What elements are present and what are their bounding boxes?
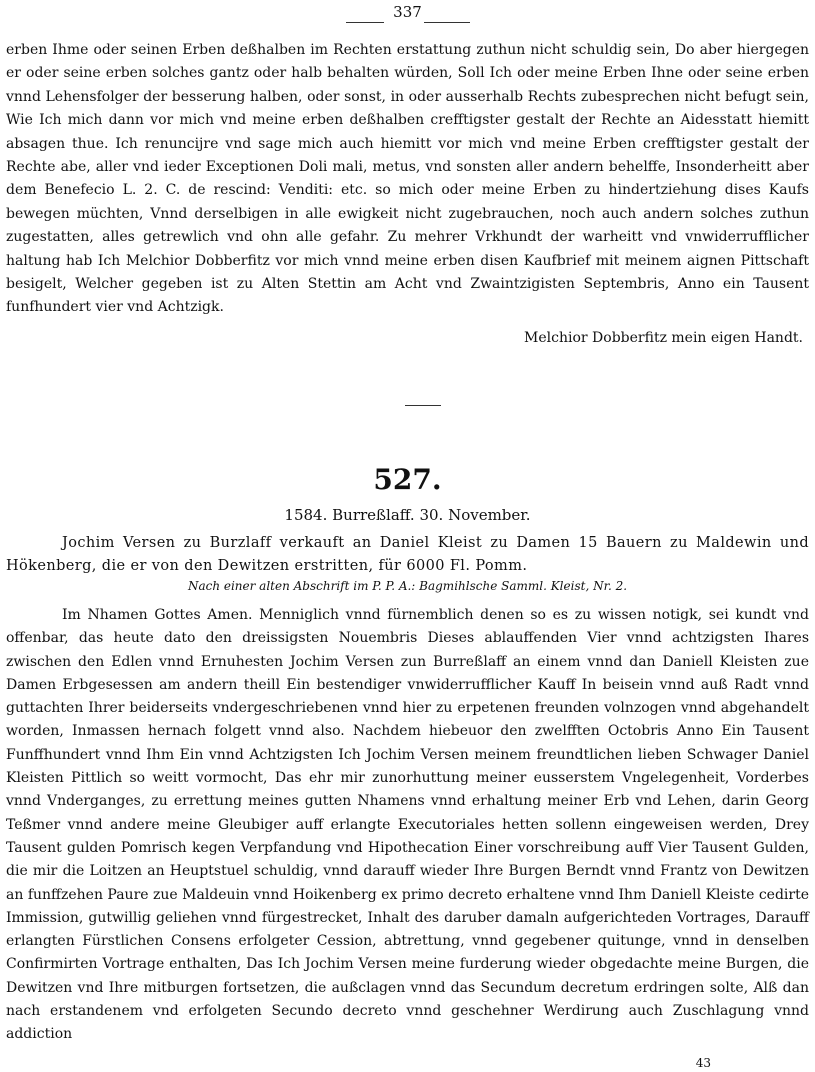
header-rule-left (346, 22, 384, 23)
document-regest (6, 532, 809, 578)
document-date-line: 1584. Burreßlaff. 30. November. (284, 506, 531, 524)
document-paragraph: Im Nhamen Gottes Amen. Menniglich vnnd fürnemblich denen so es zu wissen notigk, sei kundt vnd offenbar, das heute dato den dreissigsten Nouembris Dieses ablauffenden Vier vnnd achtzigsten Ihares zwischen den Edlen vnnd Ernuhesten Jochim Versen zun Burreßlaff an einem vnnd dan Daniell Kleisten zue Damen Erbgesessen am andern theill Ein bestendiger vnwiderrufflicher Kauff In beisein vnnd auß Radt vnnd guttachten Ihrer beiderseits vndergeschriebenen vnnd hier zu erpetenen freunden volnzogen vnnd abgehandelt worden, Inmassen hernach folgett vnnd also. Nachdem hiebeuor den zwelfften Octobris Anno Ein Tausent Funffhundert vnnd Ihm Ein vnnd Achtzigsten Ich Jochim Versen meinem freundtlichen lieben Schwager Daniel Kleisten Pittlich so weitt vormocht, Das ehr mir zunorhuttung meiner eusserstem Vngelegenheit, Vorderbes vnnd Vnderganges, zu errettung meines gutten Nhamens vnnd erhaltung meiner Erb vnd Lehen, darin Georg Teßmer vnnd andere meine Gleubiger auff erlangte Executoriales hetten sollenn eingeweisen werden, Drey Tausent gulden Pomrisch kegen Verpfandung vnd Hipothecation Einer vorschreibung auff Vier Tausent Gulden, die mir die Loitzen an Heuptstuel schuldig, vnnd darauff wieder Ihre Burgen Berndt vnnd Frantz von Dewitzen an funffzehen Paure zue Maldeuin vnnd Hoikenberg ex primo decreto erhaltene vnnd Ihm Daniell Kleiste cedirte Immission, gutwillig geliehen vnnd fürgestrecket, Inhalt des daruber damaln aufgerichteden Vortrages, Darauff erlangten Fürstlichen Consens erfolgeter Cession, abtrettung, vnnd gegebener quitunge, vnnd in denselben Confirmirten Vortrage enthalten, Das Ich Jochim Versen meine furderung wieder obgedachte meine Burgen, die Dewitzen vnd Ihre mitburgen fortsetzen, die außclagen vnnd das Secundum decretum erdringen solte, Alß dan nach erstandenem vnd erfolgeten Secundo decreto vnnd geschehner Werdirung auch Zuschlagung vnnd addiction (6, 607, 809, 1043)
document-text-block (6, 604, 809, 1047)
section-separator (405, 405, 441, 406)
folio-mark: 43 (695, 1056, 711, 1070)
regest-paragraph: Jochim Versen zu Burzlaff verkauft an Daniel Kleist zu Damen 15 Bauern zu Maldewin und Hökenberg, die er von den Dewitzen erstritten, für 6000 Fl. Pomm. (6, 535, 809, 574)
upper-text-block (6, 39, 809, 320)
document-number: 527. (373, 463, 442, 496)
page-number: 337 (393, 3, 422, 21)
signature-line: Melchior Dobberfitz mein eigen Handt. (524, 330, 803, 346)
upper-paragraph: erben Ihme oder seinen Erben deßhalben im Rechten erstattung zuthun nicht schuldig sein, Do aber hiergegen er oder seine erben solches gantz oder halb behalten würden, Soll Ich oder meine Erben Ihne oder seine erben vnnd Lehensfolger der besserung halben, oder sonst, in oder ausserhalb Rechts zubesprechen nicht befugt sein, Wie Ich mich dann vor mich vnd meine erben deßhalben crefftigster gestalt der Rechte an Aidesstatt hiemitt absagen thue. Ich renuncijre vnd sage mich auch hiemitt vor mich vnd meine Erben crefftigster gestalt der Rechte abe, aller vnd ieder Exceptionen Doli mali, metus, vnd sonsten aller andern behelffe, Insonderheitt aber dem Benefecio L. 2. C. de rescind: Venditi: etc. so mich oder meine Erben zu hindertziehung dises Kaufs bewegen müchten, Vnnd derselbigen in alle ewigkeit nicht zugebrauchen, noch auch andern solches zuthun zugestatten, alles getrewlich vnd ohn alle gefahr. Zu mehrer Vrkhundt der warheitt vnd vnwiderrufflicher haltung hab Ich Melchior Dobberfitz vor mich vnnd meine erben disen Kaufbrief mit meinem aignen Pittschaft besigelt, Welcher gegeben ist zu Alten Stettin am Acht vnd Zwaintzigisten Septembris, Anno ein Tausent funfhundert vier vnd Achtzigk. (6, 42, 809, 316)
source-note: Nach einer alten Abschrift im P. P. A.: Bagmihlsche Samml. Kleist, Nr. 2. (187, 579, 628, 593)
header-rule-right (424, 22, 470, 23)
